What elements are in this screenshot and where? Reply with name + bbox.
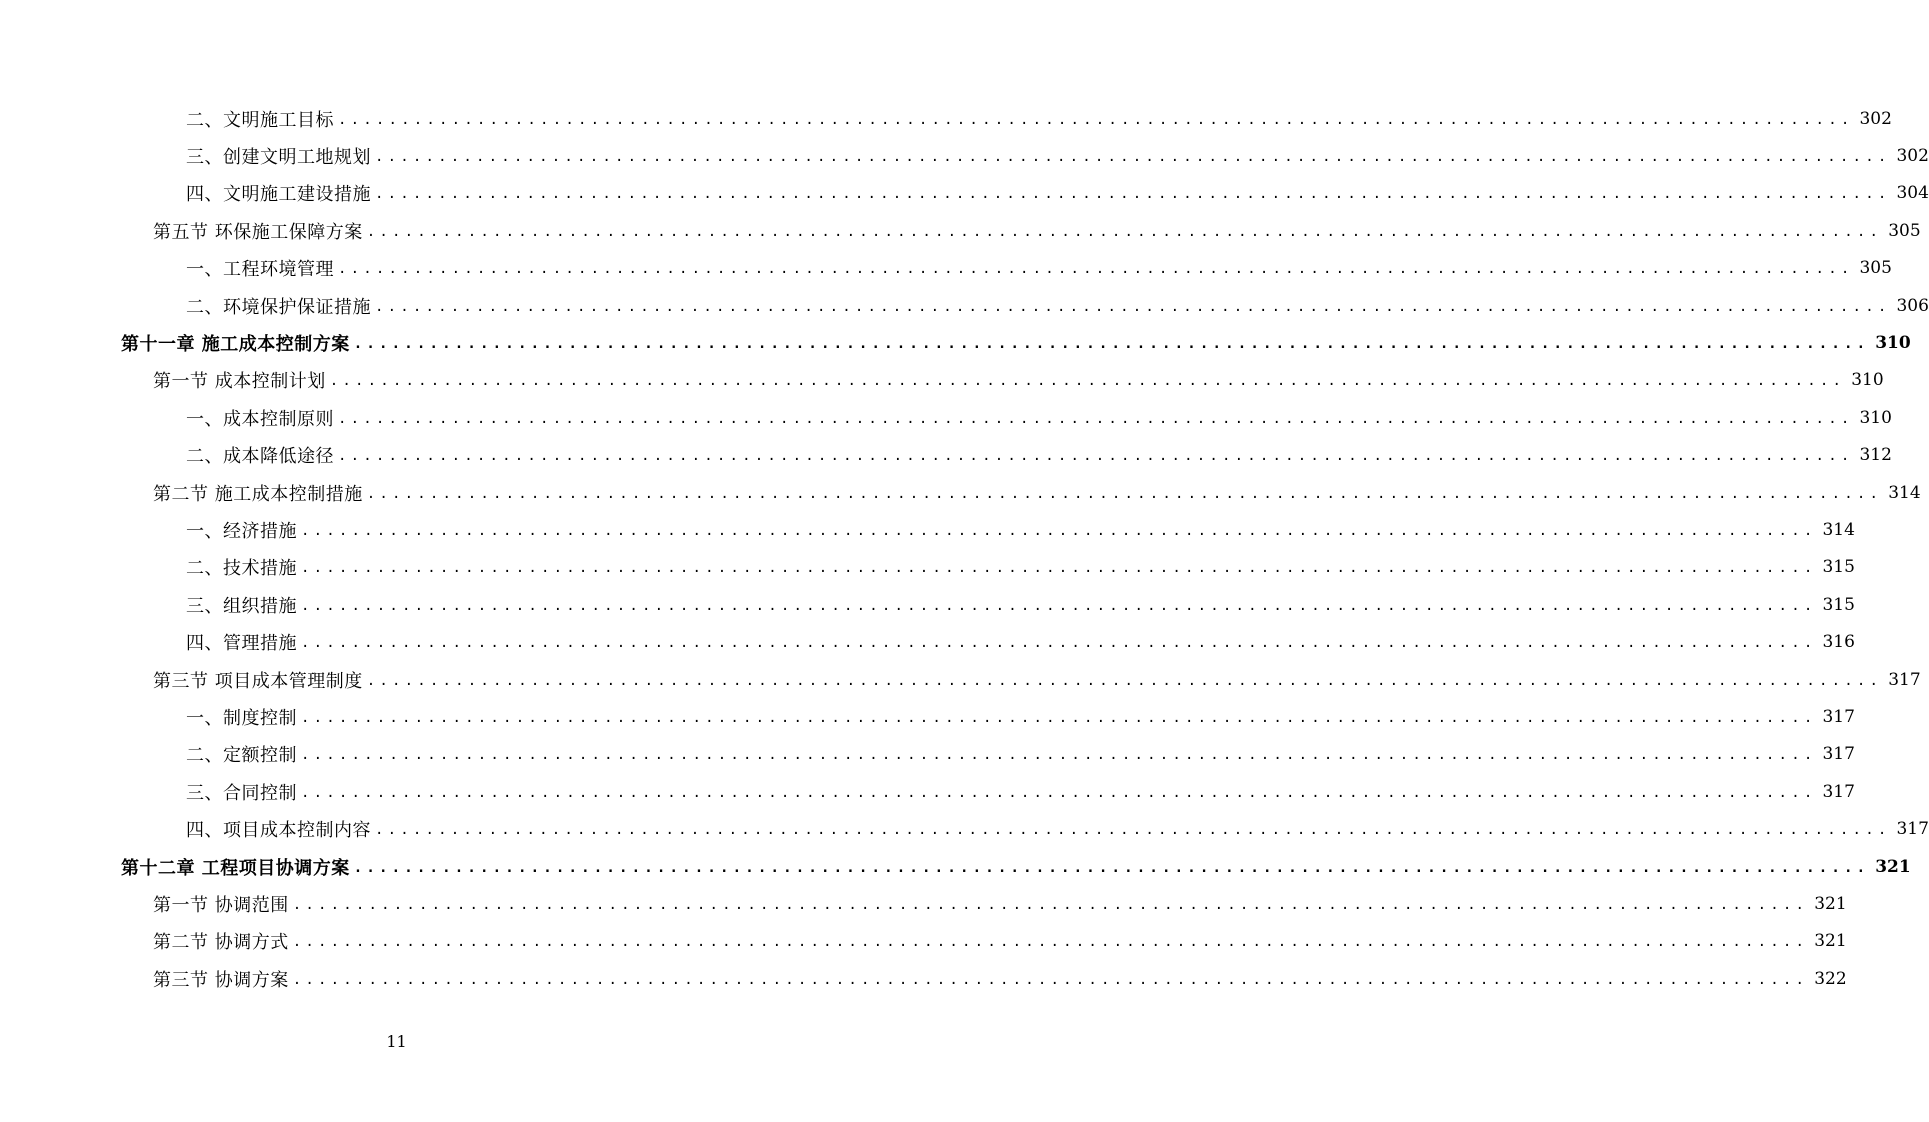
toc-dot-leader: ........................................................................................................................ — [329, 373, 1846, 390]
toc-entry-title: 第十一章 施工成本控制方案 — [121, 334, 350, 356]
toc-dot-leader: ........................................................................................................................ — [301, 747, 1817, 764]
toc-dot-leader: ........................................................................................................................ — [292, 971, 1809, 988]
toc-entry-page: 306 — [1896, 295, 1929, 316]
toc-entry-page: 317 — [1822, 706, 1855, 727]
toc-entry-title: 二、环境保护保证措施 — [186, 296, 371, 318]
toc-entry-page: 312 — [1859, 445, 1892, 466]
toc-entry-page: 317 — [1822, 781, 1855, 802]
toc-dot-leader: ........................................................................................................................ — [375, 298, 1891, 315]
toc-subsection-entry[interactable] — [0, 399, 1892, 436]
toc-entry-page: 304 — [1896, 183, 1929, 204]
toc-chapter-entry[interactable] — [0, 324, 1911, 361]
toc-entry-page: 302 — [1896, 146, 1929, 167]
toc-entry-title: 一、成本控制原则 — [186, 408, 334, 430]
toc-entry-title: 二、技术措施 — [186, 558, 297, 580]
toc-entry-title: 第二节 协调方式 — [153, 932, 289, 954]
toc-subsection-entry[interactable] — [0, 250, 1892, 287]
toc-entry-page: 317 — [1896, 819, 1929, 840]
toc-entry-page: 314 — [1888, 482, 1921, 503]
toc-dot-leader: ........................................................................................................................ — [338, 448, 1854, 465]
table-of-contents — [0, 100, 1929, 997]
toc-subsection-entry[interactable] — [0, 511, 1855, 548]
toc-entry-title: 二、成本降低途径 — [186, 446, 334, 468]
toc-section-entry[interactable] — [0, 661, 1921, 698]
toc-entry-page: 315 — [1822, 557, 1855, 578]
toc-dot-leader: ........................................................................................................................ — [366, 223, 1883, 240]
toc-subsection-entry[interactable] — [0, 287, 1929, 324]
toc-entry-page: 322 — [1814, 968, 1847, 989]
toc-entry-page: 302 — [1859, 108, 1892, 129]
toc-entry-title: 一、工程环境管理 — [186, 259, 334, 281]
toc-subsection-entry[interactable] — [0, 175, 1929, 212]
toc-dot-leader: ........................................................................................................................ — [301, 522, 1817, 539]
toc-dot-leader: ........................................................................................................................ — [292, 934, 1809, 951]
toc-entry-title: 二、定额控制 — [186, 745, 297, 767]
toc-entry-title: 三、合同控制 — [186, 782, 297, 804]
toc-entry-title: 一、经济措施 — [186, 520, 297, 542]
toc-entry-title: 第十二章 工程项目协调方案 — [121, 857, 350, 879]
toc-entry-title: 三、组织措施 — [186, 595, 297, 617]
toc-subsection-entry[interactable] — [0, 137, 1929, 174]
toc-entry-title: 第二节 施工成本控制措施 — [153, 483, 363, 505]
toc-entry-page: 310 — [1859, 407, 1892, 428]
toc-entry-title: 四、管理措施 — [186, 633, 297, 655]
toc-section-entry[interactable] — [0, 362, 1884, 399]
toc-dot-leader: ........................................................................................................................ — [366, 485, 1883, 502]
page-number: 11 — [386, 1032, 407, 1051]
toc-entry-page: 316 — [1822, 632, 1855, 653]
toc-dot-leader: ........................................................................................................................ — [366, 672, 1883, 689]
toc-subsection-entry[interactable] — [0, 437, 1892, 474]
toc-entry-page: 305 — [1888, 220, 1921, 241]
toc-entry-page: 317 — [1888, 669, 1921, 690]
toc-subsection-entry[interactable] — [0, 549, 1855, 586]
toc-subsection-entry[interactable] — [0, 773, 1855, 810]
toc-entry-title: 二、文明施工目标 — [186, 109, 334, 131]
toc-subsection-entry[interactable] — [0, 586, 1855, 623]
toc-dot-leader: ........................................................................................................................ — [338, 410, 1854, 427]
toc-subsection-entry[interactable] — [0, 736, 1855, 773]
toc-dot-leader: ........................................................................................................................ — [353, 336, 1870, 353]
toc-dot-leader: ........................................................................................................................ — [375, 822, 1891, 839]
toc-entry-title: 第五节 环保施工保障方案 — [153, 221, 363, 243]
toc-entry-title: 四、项目成本控制内容 — [186, 820, 371, 842]
toc-entry-page: 310 — [1875, 333, 1911, 354]
toc-entry-page: 321 — [1875, 856, 1911, 877]
toc-dot-leader: ........................................................................................................................ — [301, 560, 1817, 577]
toc-subsection-entry[interactable] — [0, 100, 1892, 137]
toc-dot-leader: ........................................................................................................................ — [375, 186, 1891, 203]
toc-dot-leader: ........................................................................................................................ — [338, 111, 1854, 128]
toc-entry-title: 三、创建文明工地规划 — [186, 147, 371, 169]
toc-entry-title: 第一节 成本控制计划 — [153, 371, 326, 393]
toc-section-entry[interactable] — [0, 212, 1921, 249]
toc-entry-page: 315 — [1822, 594, 1855, 615]
toc-dot-leader: ........................................................................................................................ — [301, 597, 1817, 614]
toc-subsection-entry[interactable] — [0, 810, 1929, 847]
toc-dot-leader: ........................................................................................................................ — [301, 709, 1817, 726]
toc-section-entry[interactable] — [0, 960, 1847, 997]
toc-entry-title: 第三节 项目成本管理制度 — [153, 670, 363, 692]
toc-entry-page: 317 — [1822, 744, 1855, 765]
toc-entry-page: 305 — [1859, 258, 1892, 279]
toc-dot-leader: ........................................................................................................................ — [301, 635, 1817, 652]
toc-chapter-entry[interactable] — [0, 848, 1911, 885]
toc-entry-page: 310 — [1851, 370, 1884, 391]
toc-entry-page: 321 — [1814, 931, 1847, 952]
toc-dot-leader: ........................................................................................................................ — [375, 149, 1891, 166]
toc-entry-page: 321 — [1814, 893, 1847, 914]
toc-entry-title: 第一节 协调范围 — [153, 894, 289, 916]
toc-dot-leader: ........................................................................................................................ — [353, 859, 1870, 876]
toc-section-entry[interactable] — [0, 474, 1921, 511]
toc-entry-title: 一、制度控制 — [186, 707, 297, 729]
toc-entry-title: 四、文明施工建设措施 — [186, 184, 371, 206]
toc-dot-leader: ........................................................................................................................ — [301, 784, 1817, 801]
toc-dot-leader: ........................................................................................................................ — [292, 896, 1809, 913]
toc-dot-leader: ........................................................................................................................ — [338, 261, 1854, 278]
toc-entry-title: 第三节 协调方案 — [153, 969, 289, 991]
toc-entry-page: 314 — [1822, 519, 1855, 540]
toc-subsection-entry[interactable] — [0, 698, 1855, 735]
toc-section-entry[interactable] — [0, 885, 1847, 922]
toc-subsection-entry[interactable] — [0, 623, 1855, 660]
toc-section-entry[interactable] — [0, 923, 1847, 960]
